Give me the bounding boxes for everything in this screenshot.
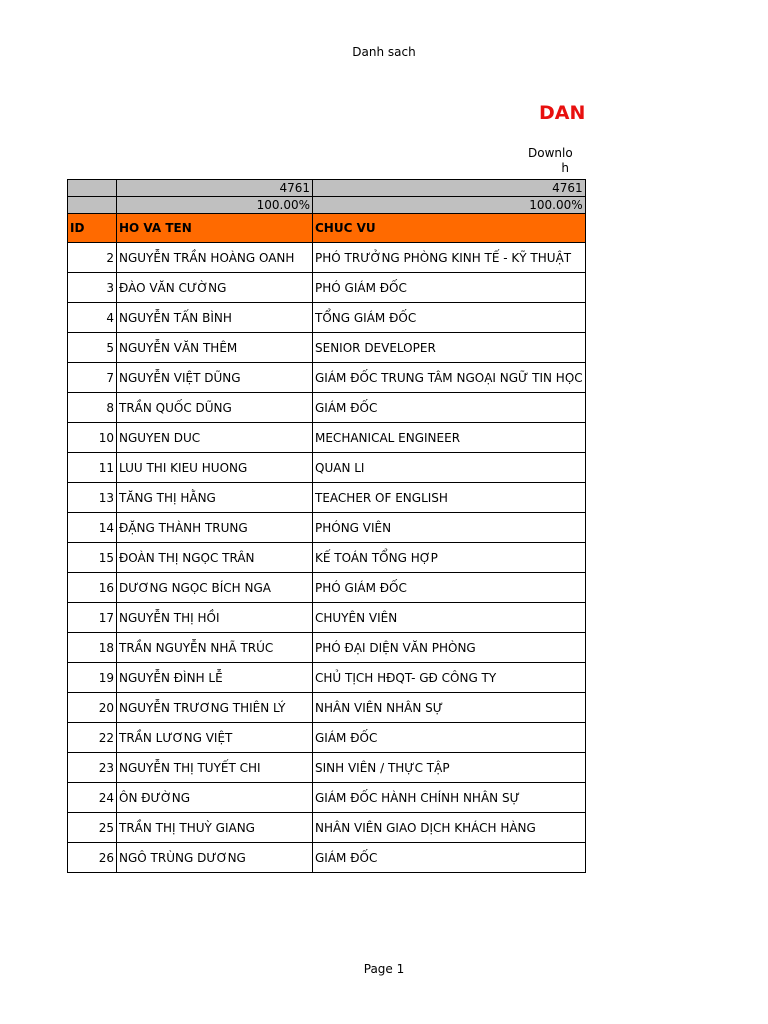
- position-cell: PHÓNG VIÊN: [313, 513, 586, 543]
- name-cell: TRẦN LƯƠNG VIỆT: [117, 723, 313, 753]
- column-header-row: [68, 214, 586, 243]
- table-row: [68, 633, 586, 663]
- position-cell: GIÁM ĐỐC TRUNG TÂM NGOẠI NGỮ TIN HỌC: [313, 363, 586, 393]
- position-cell: SINH VIÊN / THỰC TẬP: [313, 753, 586, 783]
- name-cell: NGUYỄN THỊ HỒI: [117, 603, 313, 633]
- name-cell: ĐÀO VĂN CƯỜNG: [117, 273, 313, 303]
- name-cell: NGUYEN DUC: [117, 423, 313, 453]
- name-cell: TRẦN NGUYỄN NHÃ TRÚC: [117, 633, 313, 663]
- position-cell: PHÓ GIÁM ĐỐC: [313, 273, 586, 303]
- table-row: [68, 813, 586, 843]
- name-cell: NGUYỄN THỊ TUYẾT CHI: [117, 753, 313, 783]
- table-row: [68, 483, 586, 513]
- id-cell: 17: [68, 603, 117, 633]
- name-cell: LUU THI KIEU HUONG: [117, 453, 313, 483]
- summary-percent-row: [68, 197, 586, 214]
- id-cell: 16: [68, 573, 117, 603]
- position-cell: GIÁM ĐỐC: [313, 723, 586, 753]
- name-cell: NGUYỄN TẤN BÌNH: [117, 303, 313, 333]
- id-cell: 11: [68, 453, 117, 483]
- name-cell: ĐẶNG THÀNH TRUNG: [117, 513, 313, 543]
- id-cell: 24: [68, 783, 117, 813]
- table-row: [68, 603, 586, 633]
- table-row: [68, 663, 586, 693]
- document-title: DAN: [539, 102, 586, 124]
- table-row: [68, 333, 586, 363]
- position-cell: QUAN LI: [313, 453, 586, 483]
- id-cell: 8: [68, 393, 117, 423]
- name-cell: ĐOÀN THỊ NGỌC TRÂN: [117, 543, 313, 573]
- position-cell: GIÁM ĐỐC HÀNH CHÍNH NHÂN SỰ: [313, 783, 586, 813]
- position-cell: MECHANICAL ENGINEER: [313, 423, 586, 453]
- id-cell: 7: [68, 363, 117, 393]
- table-row: [68, 393, 586, 423]
- position-cell: NHÂN VIÊN GIAO DỊCH KHÁCH HÀNG: [313, 813, 586, 843]
- id-cell: 19: [68, 663, 117, 693]
- name-cell: NGUYỄN TRƯƠNG THIÊN LÝ: [117, 693, 313, 723]
- position-cell: PHÓ ĐẠI DIỆN VĂN PHÒNG: [313, 633, 586, 663]
- table-row: [68, 573, 586, 603]
- position-cell: CHỦ TỊCH HĐQT- GĐ CÔNG TY: [313, 663, 586, 693]
- table-row: [68, 423, 586, 453]
- name-cell: NGUYỄN ĐÌNH LỄ: [117, 663, 313, 693]
- id-cell: 14: [68, 513, 117, 543]
- position-cell: TỔNG GIÁM ĐỐC: [313, 303, 586, 333]
- summary-count-name: 4761: [117, 180, 313, 197]
- id-cell: 4: [68, 303, 117, 333]
- name-cell: DƯƠNG NGỌC BÍCH NGA: [117, 573, 313, 603]
- id-cell: 25: [68, 813, 117, 843]
- position-cell: GIÁM ĐỐC: [313, 393, 586, 423]
- name-cell: TRẦN QUỐC DŨNG: [117, 393, 313, 423]
- table-row: [68, 243, 586, 273]
- id-cell: 20: [68, 693, 117, 723]
- table-row: [68, 723, 586, 753]
- summary-blank-cell: [68, 197, 117, 214]
- summary-count-position: 4761: [313, 180, 586, 197]
- id-cell: 15: [68, 543, 117, 573]
- id-cell: 22: [68, 723, 117, 753]
- name-cell: TĂNG THỊ HẰNG: [117, 483, 313, 513]
- id-cell: 26: [68, 843, 117, 873]
- name-cell: NGÔ TRÙNG DƯƠNG: [117, 843, 313, 873]
- table-row: [68, 783, 586, 813]
- download-note-line1: Downlo: [528, 146, 573, 160]
- table-row: [68, 273, 586, 303]
- name-cell: NGUYỄN VĂN THÊM: [117, 333, 313, 363]
- page-header: Danh sach: [352, 45, 416, 59]
- summary-count-row: [68, 180, 586, 197]
- download-note-line2: h: [561, 161, 569, 175]
- summary-pct-name: 100.00%: [117, 197, 313, 214]
- position-cell: CHUYÊN VIÊN: [313, 603, 586, 633]
- name-cell: ÔN ĐƯỜNG: [117, 783, 313, 813]
- position-cell: NHÂN VIÊN NHÂN SỰ: [313, 693, 586, 723]
- id-cell: 13: [68, 483, 117, 513]
- position-cell: SENIOR DEVELOPER: [313, 333, 586, 363]
- name-cell: NGUYỄN TRẦN HOÀNG OANH: [117, 243, 313, 273]
- download-note: [528, 146, 573, 176]
- table-row: [68, 513, 586, 543]
- table-row: [68, 843, 586, 873]
- table-row: [68, 693, 586, 723]
- position-cell: GIÁM ĐỐC: [313, 843, 586, 873]
- column-header-name: HO VA TEN: [117, 214, 313, 243]
- name-cell: NGUYỄN VIỆT DŨNG: [117, 363, 313, 393]
- position-cell: PHÓ GIÁM ĐỐC: [313, 573, 586, 603]
- table-row: [68, 543, 586, 573]
- id-cell: 18: [68, 633, 117, 663]
- page-footer: Page 1: [363, 962, 405, 976]
- name-cell: TRẦN THỊ THUỲ GIANG: [117, 813, 313, 843]
- position-cell: KẾ TOÁN TỔNG HỢP: [313, 543, 586, 573]
- position-cell: PHÓ TRƯỞNG PHÒNG KINH TẾ - KỸ THUẬT: [313, 243, 586, 273]
- id-cell: 10: [68, 423, 117, 453]
- summary-pct-position: 100.00%: [313, 197, 586, 214]
- summary-blank-cell: [68, 180, 117, 197]
- employee-table: [67, 179, 586, 873]
- table-row: [68, 363, 586, 393]
- table-row: [68, 753, 586, 783]
- id-cell: 23: [68, 753, 117, 783]
- id-cell: 3: [68, 273, 117, 303]
- id-cell: 2: [68, 243, 117, 273]
- column-header-id: ID: [68, 214, 117, 243]
- column-header-position: CHUC VU: [313, 214, 586, 243]
- position-cell: TEACHER OF ENGLISH: [313, 483, 586, 513]
- table-row: [68, 303, 586, 333]
- table-row: [68, 453, 586, 483]
- id-cell: 5: [68, 333, 117, 363]
